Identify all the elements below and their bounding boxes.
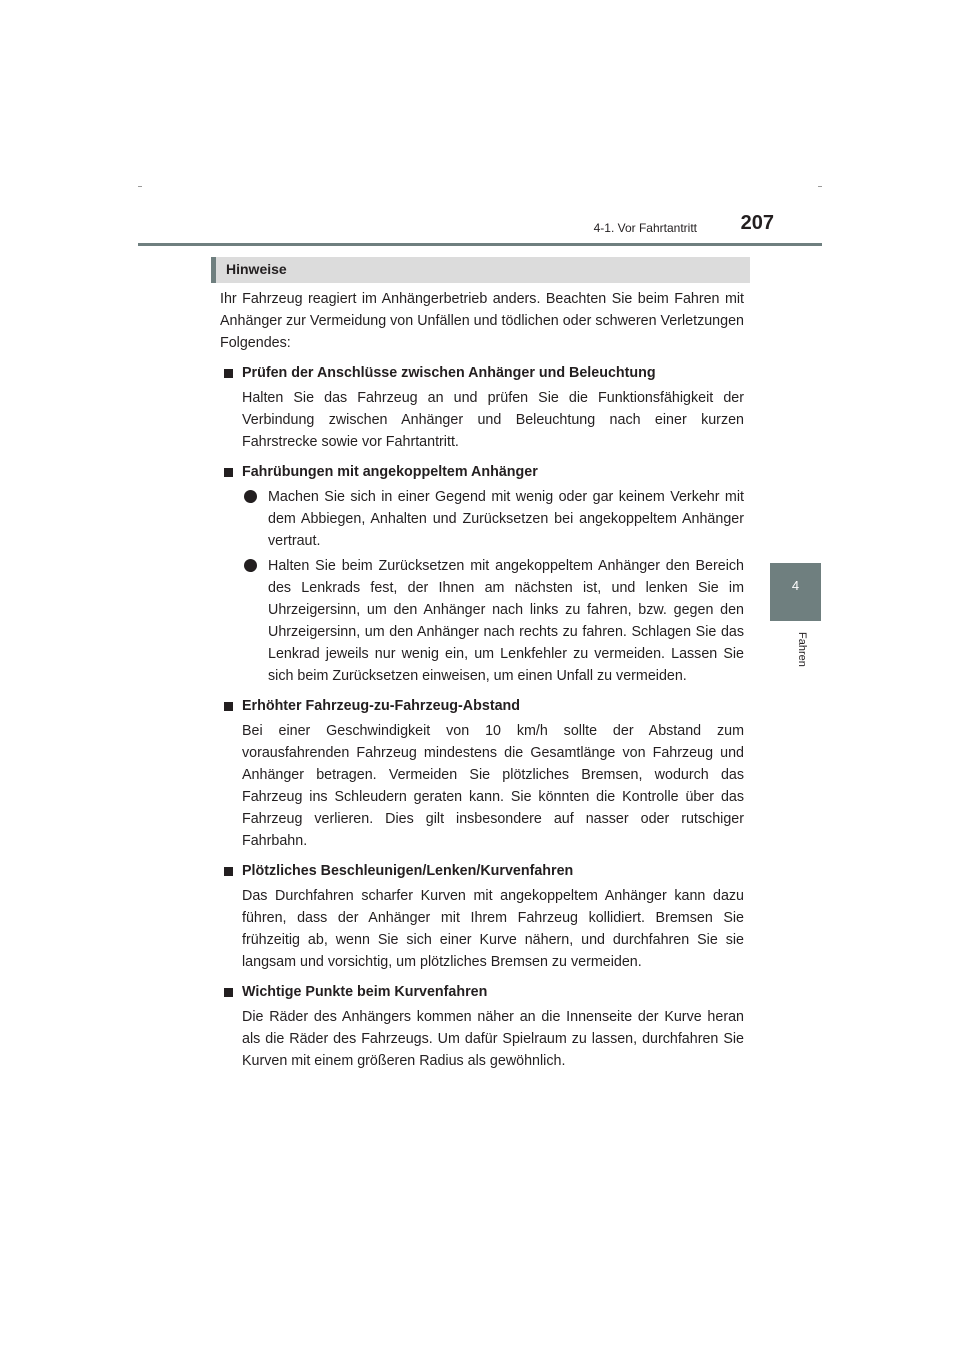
square-bullet-icon: [224, 988, 233, 997]
round-bullet-icon: [244, 559, 257, 572]
chapter-number: 4: [791, 578, 800, 593]
section-heading: [220, 362, 744, 384]
section-heading: [220, 461, 744, 483]
notice-intro: Ihr Fahrzeug reagiert im Anhängerbetrieb anders. Beachten Sie beim Fahren mit Anhänger zur Vermeidung von Unfällen und tödlichen oder schweren Verletzungen Folgendes:: [220, 291, 744, 351]
list-item-text: Machen Sie sich in einer Gegend mit wenig oder gar keinem Verkehr mit dem Abbiegen, Anhalten und Zurücksetzen bei angekoppeltem Anhänger vertraut.: [268, 489, 744, 549]
crop-mark: [138, 186, 142, 187]
square-bullet-icon: [224, 468, 233, 477]
list-item: [242, 486, 744, 552]
chapter-label: [781, 632, 811, 678]
section-text: Die Räder des Anhängers kommen näher an die Innenseite der Kurve heran als die Räder des Fahrzeugs. Um dafür Spielraum zu lassen, durchfahren Sie Kurven mit einem größeren Radius als gewöhnlich.: [242, 1009, 744, 1069]
section-title: 4-1. Vor Fahrtantritt: [593, 221, 697, 235]
section-heading: [220, 981, 744, 1003]
section-heading-text: Plötzliches Beschleunigen/Lenken/Kurvenfahren: [242, 863, 574, 879]
section-heading-text: Fahrübungen mit angekoppeltem Anhänger: [242, 464, 538, 480]
list-item-text: Halten Sie beim Zurücksetzen mit angekoppeltem Anhänger den Bereich des Lenkrads fest, der Ihnen am nächsten ist, und lenken Sie im Uhrzeigersinn, um den Anhänger nach links zu fahren, bzw. gegen den Uhrzeigersinn, um den Anhänger nach rechts zu fahren. Schlagen Sie das Lenkrad jeweils nur wenig ein, um Lenkfehler zu vermeiden. Lassen Sie sich beim Zurücksetzen einweisen, um einen Unfall zu vermeiden.: [268, 558, 744, 684]
notice-accent-bar: [211, 257, 216, 283]
section-text: Bei einer Geschwindigkeit von 10 km/h sollte der Abstand zum vorausfahrenden Fahrzeug mindestens die Gesamtlänge von Fahrzeug und Anhänger betragen. Vermeiden Sie plötzliches Bremsen, wodurch das Fahrzeug ins Schleudern geraten kann. Sie könnten die Kontrolle über das Fahrzeug verlieren. Dies gilt insbesondere auf nasser oder rutschiger Fahrbahn.: [242, 723, 744, 849]
section-heading: [220, 695, 744, 717]
square-bullet-icon: [224, 369, 233, 378]
section-text: Das Durchfahren scharfer Kurven mit angekoppeltem Anhänger kann dazu führen, dass der Anhänger mit Ihrem Fahrzeug kollidiert. Bremsen Sie frühzeitig ab, wenn Sie sich einer Kurve nähern, und durchfahren Sie sie langsam und vorsichtig, um plötzliches Bremsen zu vermeiden.: [242, 888, 744, 970]
section-text: Halten Sie das Fahrzeug an und prüfen Sie die Funktionsfähigkeit der Verbindung zwischen Anhänger und Beleuchtung nach einer kurzen Fahrstrecke sowie vor Fahrtantritt.: [242, 390, 744, 450]
page-number: 207: [740, 212, 774, 234]
round-bullet-icon: [244, 490, 257, 503]
chapter-label-text: Fahren: [796, 632, 808, 667]
notice-title: Hinweise: [226, 261, 287, 277]
square-bullet-icon: [224, 867, 233, 876]
section-heading-text: Wichtige Punkte beim Kurvenfahren: [242, 984, 488, 1000]
notice-content: [220, 288, 744, 1072]
chapter-tab[interactable]: [770, 563, 821, 621]
section-heading-text: Erhöhter Fahrzeug-zu-Fahrzeug-Abstand: [242, 698, 520, 714]
section-heading: [220, 860, 744, 882]
list-item: [242, 555, 744, 687]
notice-header: [211, 257, 750, 283]
square-bullet-icon: [224, 702, 233, 711]
crop-mark: [818, 186, 822, 187]
section-heading-text: Prüfen der Anschlüsse zwischen Anhänger und Beleuchtung: [242, 365, 656, 381]
header-rule: [138, 243, 822, 246]
